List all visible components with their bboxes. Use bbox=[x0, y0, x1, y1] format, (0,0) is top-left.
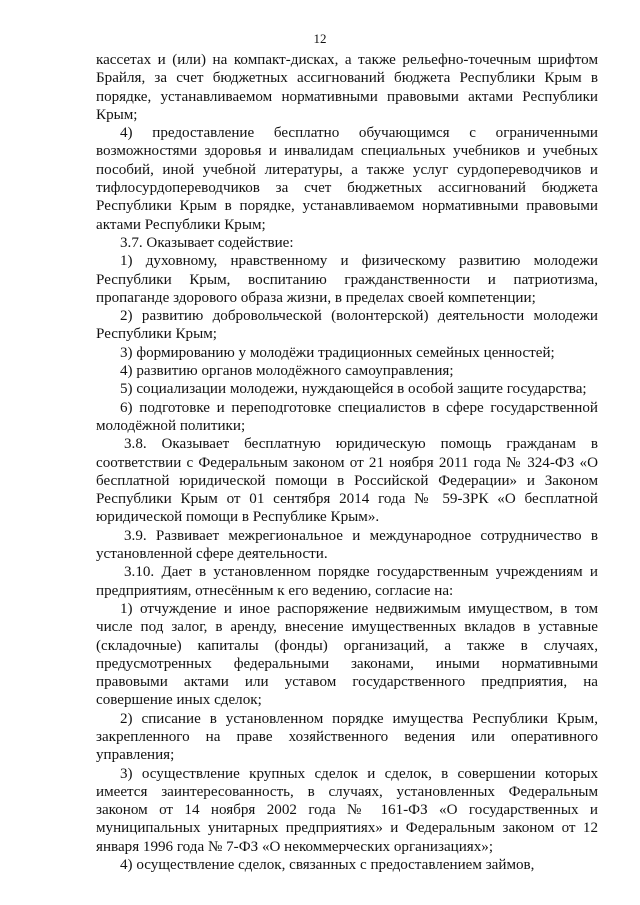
paragraph-3-7-item-5: 5) социализации молодежи, нуждающейся в особой защите государства; bbox=[120, 381, 587, 398]
paragraph-3-10-item-2: 2) списание в установленном порядке имущества Республики Крым, закрепленного на праве хозяйственного ведения или оперативного управления; bbox=[96, 710, 598, 764]
paragraph-3-7-item-3: 3) формированию у молодёжи традиционных семейных ценностей; bbox=[120, 344, 555, 361]
paragraph-section-3-9: 3.9. Развивает межрегиональное и международное сотрудничество в установленной сфере деятельности. bbox=[96, 527, 598, 563]
paragraph-3-7-item-2: 2) развитию добровольческой (волонтерской) деятельности молодежи Республики Крым; bbox=[96, 308, 598, 343]
paragraph-3-7-item-1: 1) духовному, нравственному и физическому развитию молодежи Республики Крым, воспитанию гражданственности и патриотизма, пропаганде здорового образа жизни, в пределах своей компетенции; bbox=[96, 253, 598, 306]
paragraph-item-4-textbooks: 4) предоставление бесплатно обучающимся с ограниченными возможностями здоровья и инвалидам специальных учебников и учебных пособий, иной учебной литературы, а также услуг сурдопереводчиков и тифлосурдопереводчиков за счет бюджетных ассигнований бюджета Республики Крым в порядке, устанавливаемом нормативными правовыми актами Республики Крым; bbox=[96, 125, 598, 233]
paragraph-3-10-item-3: 3) осуществление крупных сделок и сделок, в совершении которых имеется заинтересованность, в случаях, установленных Федеральным законом от 14 ноября 2002 года № 161-ФЗ «О государственных и муниципальных унитарных предприятиях» и Федеральным законом от 12 января 1996 года № 7-ФЗ «О некоммерческих организациях»; bbox=[96, 765, 598, 855]
document-body bbox=[96, 51, 598, 874]
page-number: 12 bbox=[313, 31, 327, 46]
paragraph-audio-braille-continuation: кассетах и (или) на компакт-дисках, а также рельефно-точечным шрифтом Брайля, за счет бюджетных ассигнований бюджета Республики Крым в порядке, устанавливаемом нормативными правовыми актами Республики Крым; bbox=[96, 52, 598, 123]
paragraph-3-7-item-4: 4) развитию органов молодёжного самоуправления; bbox=[120, 363, 454, 380]
paragraph-3-10-item-4: 4) осуществление сделок, связанных с предоставлением займов, bbox=[120, 857, 535, 874]
paragraph-3-10-item-1: 1) отчуждение и иное распоряжение недвижимым имуществом, в том числе под залог, в аренду, внесение имущественных вкладов в уставные (складочные) капиталы (фонды) организаций, а также в случаях, предусмотренных федеральными законами, иными нормативными правовыми актами или уставом государственного предприятия, на совершение иных сделок; bbox=[96, 600, 598, 709]
paragraph-section-3-10: 3.10. Дает в установленном порядке государственным учреждениям и предприятиям, отнесённым к его ведению, согласие на: bbox=[96, 564, 598, 599]
paragraph-3-7-item-6: 6) подготовке и переподготовке специалистов в сфере государственной молодёжной политики; bbox=[96, 399, 598, 434]
paragraph-section-3-8: 3.8. Оказывает бесплатную юридическую помощь гражданам в соответствии с Федеральным законом от 21 ноября 2011 года № 324-ФЗ «О бесплатной юридической помощи в Российской Федерации» и Законом Республики Крым от 01 сентября 2014 года № 59-ЗРК «О бесплатной юридической помощи в Республике Крым». bbox=[96, 436, 598, 526]
paragraph-section-3-7: 3.7. Оказывает содействие: bbox=[120, 234, 294, 251]
